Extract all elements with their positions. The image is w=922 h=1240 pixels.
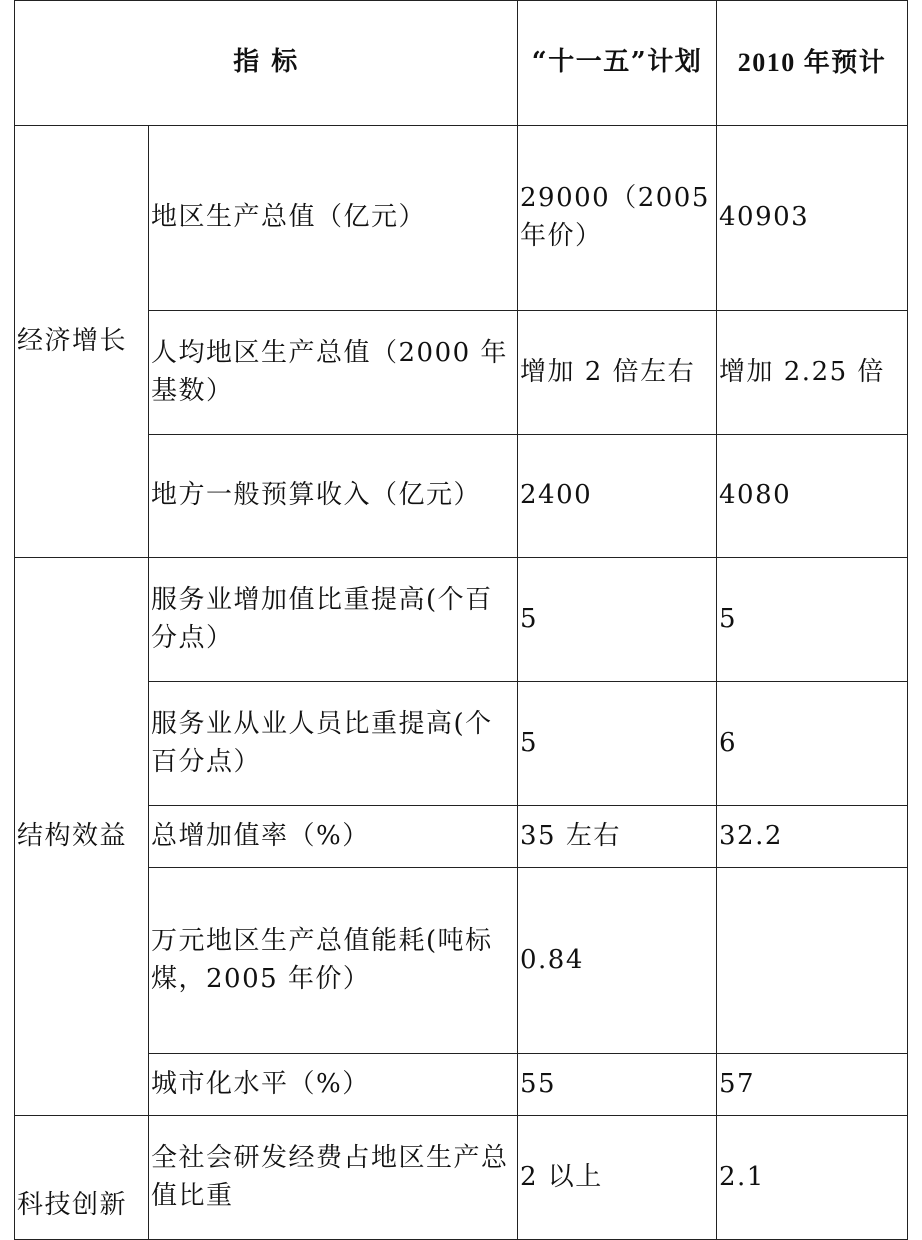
indicator-name: 地区生产总值（亿元） — [149, 126, 518, 311]
table-row — [15, 682, 908, 806]
table-row — [15, 126, 908, 311]
estimate-value: 4080 — [717, 435, 908, 558]
estimate-value: 6 — [717, 682, 908, 806]
plan-value: 29000（2005 年价） — [518, 126, 717, 311]
indicator-name: 服务业从业人员比重提高(个百分点） — [149, 682, 518, 806]
header-estimate: 2010 年预计 — [717, 1, 908, 126]
plan-value: 5 — [518, 558, 717, 682]
indicator-name: 城市化水平（%） — [149, 1054, 518, 1116]
indicator-name: 人均地区生产总值（2000 年基数） — [149, 311, 518, 435]
table-row — [15, 1116, 908, 1240]
plan-value: 55 — [518, 1054, 717, 1116]
estimate-value: 32.2 — [717, 806, 908, 868]
plan-value: 5 — [518, 682, 717, 806]
plan-value: 35 左右 — [518, 806, 717, 868]
indicator-table — [14, 0, 908, 1240]
table-row — [15, 311, 908, 435]
indicator-name: 地方一般预算收入（亿元） — [149, 435, 518, 558]
estimate-value: 5 — [717, 558, 908, 682]
estimate-value: 2.1 — [717, 1116, 908, 1240]
table-row — [15, 868, 908, 1054]
header-indicator: 指 标 — [15, 1, 518, 126]
table-row — [15, 435, 908, 558]
indicator-name: 万元地区生产总值能耗(吨标煤，2005 年价） — [149, 868, 518, 1054]
group-structural-efficiency: 结构效益 — [15, 558, 149, 1116]
plan-value: 0.84 — [518, 868, 717, 1054]
estimate-value: 40903 — [717, 126, 908, 311]
indicator-name: 全社会研发经费占地区生产总值比重 — [149, 1116, 518, 1240]
group-economic-growth: 经济增长 — [15, 126, 149, 558]
estimate-value: 增加 2.25 倍 — [717, 311, 908, 435]
table-row — [15, 806, 908, 868]
estimate-value — [717, 868, 908, 1054]
plan-value: 2 以上 — [518, 1116, 717, 1240]
table-row — [15, 1054, 908, 1116]
indicator-name: 总增加值率（%） — [149, 806, 518, 868]
table-header-row — [15, 1, 908, 126]
header-plan: “十一五”计划 — [518, 1, 717, 126]
estimate-value: 57 — [717, 1054, 908, 1116]
plan-value: 增加 2 倍左右 — [518, 311, 717, 435]
indicator-name: 服务业增加值比重提高(个百分点） — [149, 558, 518, 682]
table-row — [15, 558, 908, 682]
plan-value: 2400 — [518, 435, 717, 558]
group-tech-innovation: 科技创新 — [15, 1116, 149, 1240]
